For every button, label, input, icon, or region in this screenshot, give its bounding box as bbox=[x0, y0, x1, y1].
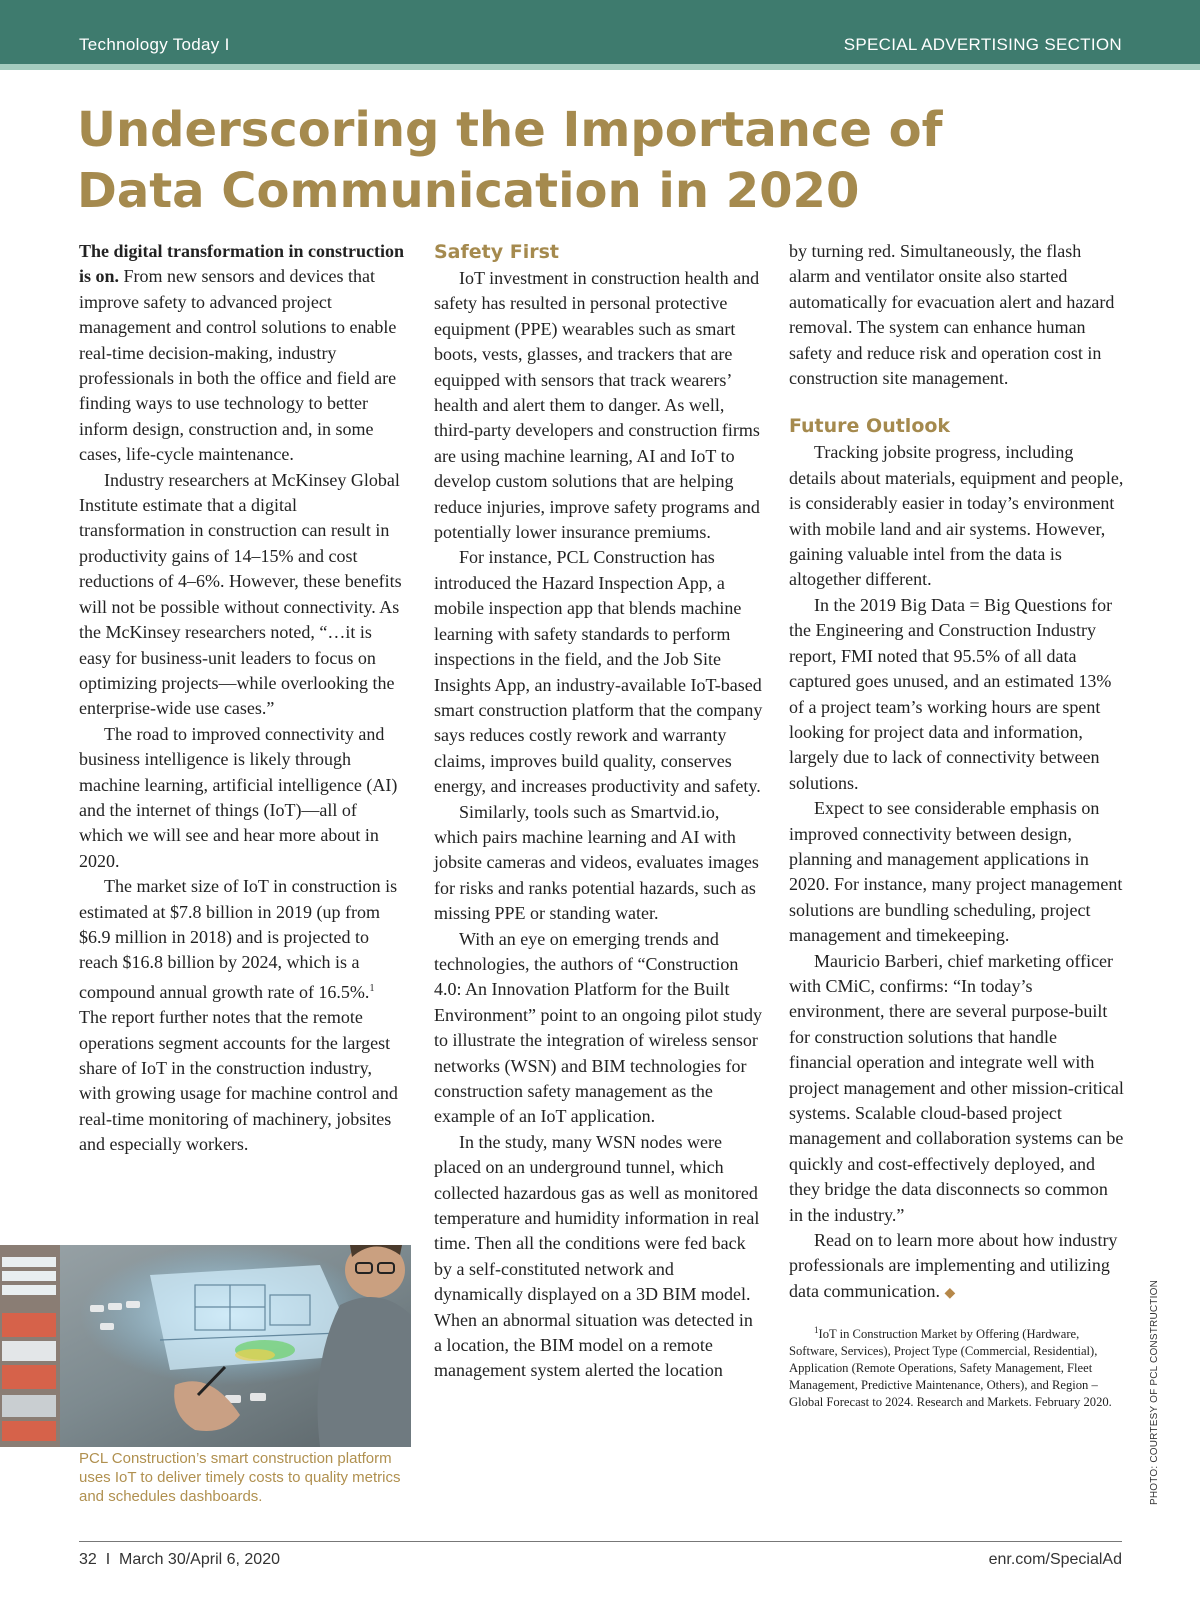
paragraph: For instance, PCL Construction has introduced the Hazard Inspection App, a mobile inspection app that blends machine learning with safety standards to perform inspections in the field, and the Job Site Insights App, an industry-available IoT-based smart construction platform that the company says reduces costly rework and warranty claims, improves build quality, conserves energy, and increases productivity and safety. bbox=[434, 547, 763, 797]
subhead-future-outlook: Future Outlook bbox=[789, 415, 951, 438]
paragraph: Similarly, tools such as Smartvid.io, which pairs machine learning and AI with jobsite cameras and videos, evaluates images for risks and ranks potential hazards, such as missing PPE or standing water. bbox=[434, 801, 759, 924]
lead-bold: The digital transformation in construction is on. bbox=[79, 241, 405, 287]
section-label: Technology Today I bbox=[79, 35, 230, 54]
paragraph: Mauricio Barberi, chief marketing officer with CMiC, confirms: “In today’s environment, there are several purpose-built for construction solutions that handle financial operation and integrate well with project management and other mission-critical systems. Scalable cloud-based project management and collaboration systems can be quickly and cost-effectively deployed, and they bridge the data disconnects so common in the industry.” bbox=[789, 950, 1124, 1225]
paragraph: Expect to see considerable emphasis on improved connectivity between design, planning and management applications in 2020. For instance, many project management solutions are bundling scheduling, project management and timekeeping. bbox=[789, 798, 1123, 946]
article-column-1 bbox=[79, 239, 405, 1158]
footnote-ref: 1 bbox=[369, 982, 375, 994]
article-column-3 bbox=[789, 239, 1124, 1411]
lead-paragraph bbox=[79, 239, 405, 468]
paragraph: IoT investment in construction health and safety has resulted in personal protective equipment (PPE) wearables such as smart boots, vests, glasses, and trackers that are equipped with sensors that track wearers’ health and alert them to danger. As well, third-party developers and construction firms are using machine learning, AI and IoT to develop custom solutions that are helping reduce injuries, improve safety programs and potentially lower insurance premiums. bbox=[434, 268, 760, 543]
paragraph: The road to improved connectivity and business intelligence is likely through machine learning, artificial intelligence (AI) and the internet of things (IoT)—all of which we will see and hear more about in 2020. bbox=[79, 723, 398, 871]
end-mark-icon: ◆ bbox=[944, 1285, 956, 1301]
footer-divider bbox=[79, 1541, 1122, 1542]
footnote-number: 1 bbox=[814, 1325, 819, 1336]
photo-caption: PCL Construction’s smart construction platform uses IoT to deliver timely costs to quality metrics and schedules dashboards. bbox=[79, 1450, 401, 1505]
paragraph-text: Read on to learn more about how industry professionals are implementing and utilizing data communication. bbox=[789, 1230, 1118, 1301]
paragraph: In the 2019 Big Data = Big Questions for the Engineering and Construction Industry report, FMI noted that 95.5% of all data captured goes unused, and an estimated 13% of a project team’s working hours are spent looking for project data and information, largely due to lack of connectivity between solutions. bbox=[789, 594, 1113, 793]
paragraph: In the study, many WSN nodes were placed on an underground tunnel, which collected hazardous gas as well as monitored temperature and humidity information in real time. Then all the conditions were fed back by a self-constituted network and dynamically displayed on a 3D BIM model. When an abnormal situation was detected in a location, the BIM model on a remote management system alerted the location bbox=[434, 1131, 760, 1381]
construction-platform-photo bbox=[0, 1245, 411, 1447]
article-column-2 bbox=[434, 239, 764, 1384]
footer-url: enr.com/SpecialAd bbox=[988, 1551, 1122, 1568]
lead-text: From new sensors and devices that improve safety to advanced project management and control solutions to enable real-time decision-making, industry professionals in both the office and field are finding ways to use technology to better inform design, construction and, in some cases, life-cycle maintenance. bbox=[79, 266, 397, 465]
header-bar bbox=[0, 0, 1200, 64]
advertising-label: SPECIAL ADVERTISING SECTION bbox=[843, 35, 1122, 54]
paragraph bbox=[789, 1228, 1124, 1306]
footnote bbox=[789, 1322, 1124, 1411]
header-accent-line bbox=[0, 64, 1200, 70]
paragraph bbox=[79, 874, 405, 1157]
paragraph: Tracking jobsite progress, including details about materials, equipment and people, is considerably easier in today’s environment with mobile land and air systems. However, gaining valuable intel from the data is altogether different. bbox=[789, 442, 1124, 590]
paragraph-continued: by turning red. Simultaneously, the flash alarm and ventilator onsite also started automatically for evacuation alert and hazard removal. The system can enhance human safety and reduce risk and operation cost in construction site management. bbox=[789, 241, 1115, 389]
photo-credit: PHOTO: COURTESY OF PCL CONSTRUCTION bbox=[1149, 1280, 1160, 1505]
footnote-text: IoT in Construction Market by Offering (Hardware, Software, Services), Project Type (Commercial, Residential), Application (Remote Operations, Safety Management, Fleet Management, Predictive Maintenance, Others), and Region – Global Forecast to 2024. Research and Markets. February 2020. bbox=[789, 1327, 1112, 1410]
article-headline: Underscoring the Importance of Data Communication in 2020 bbox=[77, 102, 943, 219]
paragraph: Industry researchers at McKinsey Global Institute estimate that a digital transformation in construction can result in productivity gains of 14–15% and cost reductions of 4–6%. However, these benefits will not be possible without connectivity. As the McKinsey researchers noted, “…it is easy for business-unit leaders to focus on optimizing projects—while overlooking the enterprise-wide use cases.” bbox=[79, 469, 402, 719]
paragraph-text: The report further notes that the remote operations segment accounts for the largest share of IoT in the construction industry, with growing usage for machine control and real-time monitoring of machinery, jobsites and especially workers. bbox=[79, 1007, 398, 1155]
page-number-date: 32 I March 30/April 6, 2020 bbox=[79, 1551, 280, 1568]
paragraph: With an eye on emerging trends and technologies, the authors of “Construction 4.0: An Innovation Platform for the Built Environment” point to an ongoing pilot study to illustrate the integration of wireless sensor networks (WSN) and BIM technologies for construction safety management as the example of an IoT application. bbox=[434, 928, 762, 1127]
spacer bbox=[789, 391, 1124, 413]
photo-illustration bbox=[0, 1245, 411, 1447]
subhead-safety-first: Safety First bbox=[434, 241, 559, 263]
paragraph-text: The market size of IoT in construction is estimated at $7.8 billion in 2019 (up from $6.9 million in 2018) and is projected to reach $16.8 billion by 2024, which is a compound annual growth rate of 16.5%. bbox=[79, 876, 398, 1002]
